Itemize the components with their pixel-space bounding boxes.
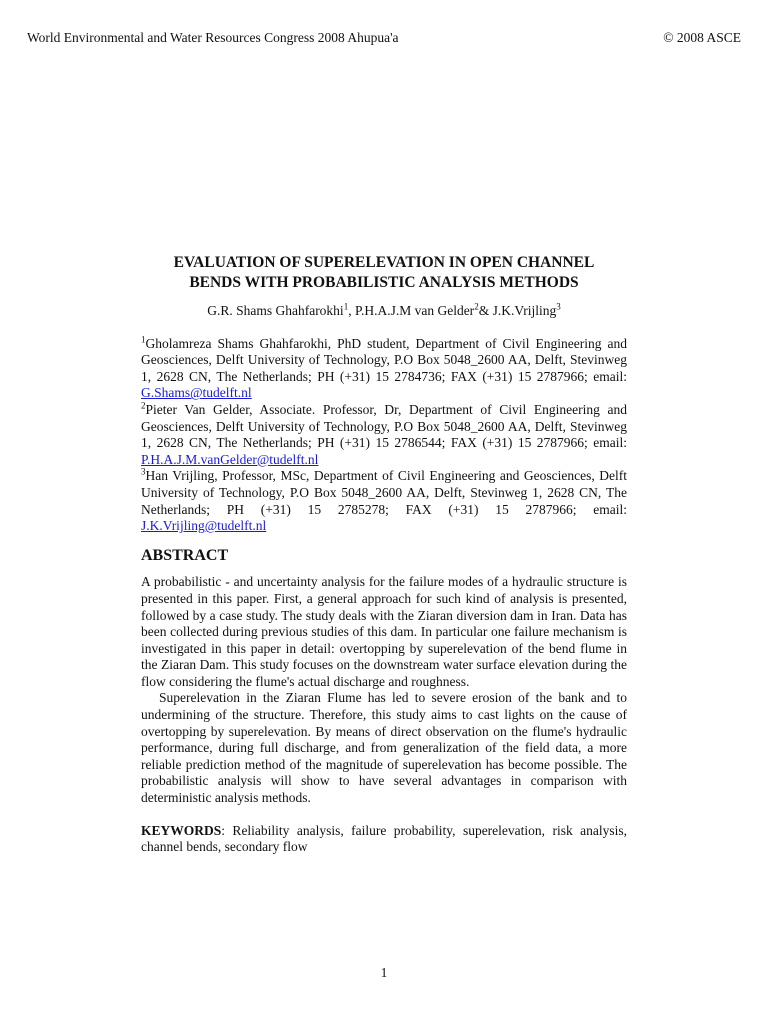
- abstract-paragraph-2: Superelevation in the Ziaran Flume has led to severe erosion of the bank and to undermining of the structure. Therefore, this study aims to cast lights on the cause of overtopping by superelevation. By means of direct observation on the flume's hydraulic performance, during full discharge, and from generalization of the field data, a more reliable prediction method of the magnitude of superelevation has become possible. The probabilistic analysis will show to have several advantages in comparison with deterministic analysis methods.: [141, 690, 627, 806]
- keywords-label: KEYWORDS: [141, 822, 222, 838]
- paper-body: [141, 253, 627, 856]
- affiliation-sup: 2: [141, 400, 146, 411]
- author-2: P.H.A.J.M van Gelder: [354, 303, 475, 318]
- affiliation-text: Pieter Van Gelder, Associate. Professor, Dr, Department of Civil Engineering and Geosciences, Delft University of Technology, P.O Box 5048_2600 AA, Delft, Stevinweg 1, 2628 CN, The Netherlands; PH (+31) 15 2786544; FAX (+31) 15 2787966; email:: [141, 401, 627, 451]
- author-separator: ,: [348, 303, 355, 318]
- keywords-text: : Reliability analysis, failure probability, superelevation, risk analysis, channel bends, secondary flow: [141, 822, 627, 855]
- author-3-sup: 3: [556, 301, 561, 312]
- author-1: G.R. Shams Ghahfarokhi: [207, 303, 344, 318]
- affiliation-text: Han Vrijling, Professor, MSc, Department of Civil Engineering and Geosciences, Delft University of Technology, P.O Box 5048_2600 AA, Delft, Stevinweg 1, 2628 CN, The Netherlands; PH (+31) 15 2785278; FAX (+31) 15 2787966; email:: [141, 468, 627, 517]
- page-number: 1: [380, 965, 388, 980]
- running-header: [27, 30, 741, 46]
- affiliation-1: [141, 336, 627, 402]
- email-link[interactable]: G.Shams@tudelft.nl: [141, 385, 252, 401]
- email-link[interactable]: J.K.Vrijling@tudelft.nl: [141, 518, 267, 534]
- affiliation-sup: 1: [141, 334, 146, 345]
- paper-title: [141, 253, 627, 293]
- title-line-1: EVALUATION OF SUPERELEVATION IN OPEN CHANNEL: [173, 254, 595, 271]
- affiliation-text: Gholamreza Shams Ghahfarokhi, PhD student, Department of Civil Engineering and Geosciences, Delft University of Technology, P.O Box 5048_2600 AA, Delft, Stevinweg 1, 2628 CN, The Netherlands; PH (+31) 15 2784736; FAX (+31) 15 2787966; email:: [141, 335, 627, 384]
- author-list: [141, 303, 627, 320]
- author-2-sup: 2: [474, 301, 479, 312]
- affiliation-sup: 3: [141, 466, 146, 477]
- header-copyright: © 2008 ASCE: [663, 30, 741, 45]
- abstract-paragraph-1: A probabilistic - and uncertainty analysis for the failure modes of a hydraulic structure is presented in this paper. First, a general approach for such kind of analysis is presented, followed by a case study. The study deals with the Ziaran diversion dam in Iran. Data has been collected during previous studies of this dam. In particular one failure mechanism is investigated in this paper in detail: overtopping by superelevation of the bend flume in the Ziaran Dam. This study focuses on the downstream water surface elevation during the flow considering the flume's actual discharge and roughness.: [141, 574, 627, 689]
- affiliations: [141, 336, 627, 535]
- title-line-2: BENDS WITH PROBABILISTIC ANALYSIS METHODS: [189, 274, 579, 291]
- affiliation-2: [141, 402, 627, 468]
- author-1-sup: 1: [343, 301, 349, 312]
- author-3: J.K.Vrijling: [492, 303, 557, 318]
- abstract-heading: ABSTRACT: [141, 546, 229, 564]
- author-separator: &: [478, 303, 493, 318]
- email-link[interactable]: P.H.A.J.M.vanGelder@tudelft.nl: [141, 451, 319, 467]
- keywords: [141, 823, 627, 856]
- affiliation-3: [141, 468, 627, 534]
- header-congress-title: World Environmental and Water Resources Congress 2008 Ahupua'a: [27, 30, 399, 45]
